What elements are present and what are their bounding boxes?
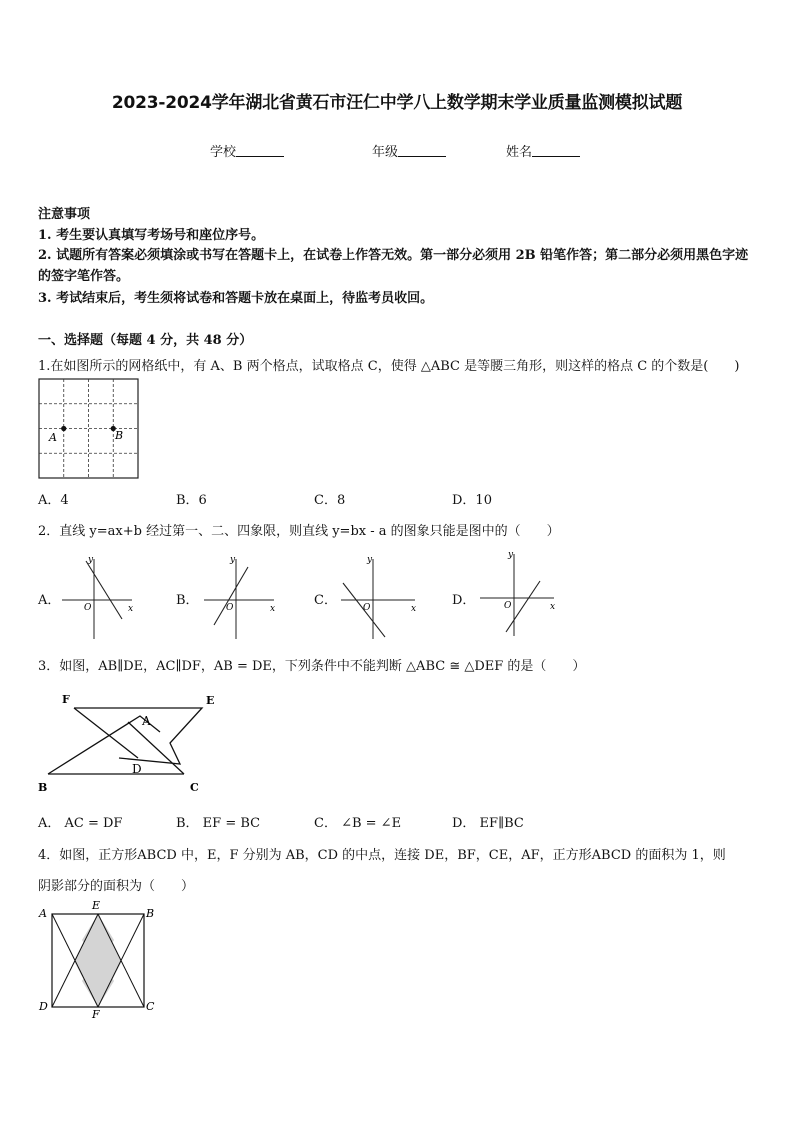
name-label: 姓名	[506, 145, 533, 160]
triangle-def	[74, 708, 202, 764]
grade-field[interactable]	[372, 141, 446, 160]
q1-option-a[interactable]: A．4	[38, 493, 69, 508]
svg-text:y: y	[508, 550, 514, 560]
q2-option-d-label[interactable]: D．	[452, 593, 476, 608]
grid-border	[39, 379, 138, 478]
notice-item-1: 1. 考生要认真填写考场号和座位序号。	[38, 228, 265, 243]
svg-text:O: O	[226, 603, 234, 613]
svg-text:O: O	[363, 603, 371, 613]
q1-option-d[interactable]: D．10	[452, 493, 492, 508]
q2-option-a-label[interactable]: A．	[38, 593, 61, 608]
svg-text:B: B	[38, 781, 48, 794]
svg-text:A: A	[142, 714, 151, 728]
q4-stem-line1: 4．如图，正方形ABCD 中，E，F 分别为 AB，CD 的中点，连接 DE，BF，CE，AF，正方形ABCD 的面积为 1，则	[38, 848, 726, 863]
svg-text:O: O	[504, 601, 512, 611]
svg-text:E: E	[206, 694, 215, 707]
svg-text:B: B	[146, 907, 155, 920]
svg-text:D: D	[39, 1000, 48, 1013]
label-a: A	[49, 431, 57, 444]
name-field[interactable]	[506, 141, 580, 160]
q2-graph-a	[60, 553, 140, 643]
q3-stem: 3．如图，AB∥DE，AC∥DF，AB = DE，下列条件中不能判断 △ABC ≅ △DEF 的是（ ）	[38, 659, 586, 674]
q3-option-b[interactable]: B． EF = BC	[176, 816, 261, 831]
svg-text:E: E	[92, 899, 101, 912]
grade-blank[interactable]	[398, 144, 446, 157]
svg-text:x: x	[550, 602, 556, 612]
q2-stem: 2．直线 y=ax+b 经过第一、二、四象限，则直线 y=bx - a 的图象只能是图中的（ ）	[38, 524, 560, 539]
notice-item-3: 3. 考试结束后，考生须将试卷和答题卡放在桌面上，待监考员收回。	[38, 291, 434, 306]
grid-lines	[39, 379, 138, 478]
svg-text:C: C	[146, 1000, 155, 1013]
q3-option-c[interactable]: C． ∠B = ∠E	[314, 816, 402, 831]
school-label: 学校	[210, 145, 237, 160]
svg-text:y: y	[230, 555, 236, 565]
svg-text:y: y	[367, 555, 373, 565]
q1-option-c[interactable]: C．8	[314, 493, 346, 508]
svg-text:y: y	[88, 555, 94, 565]
name-blank[interactable]	[532, 144, 580, 157]
label-b: B	[115, 429, 124, 442]
svg-text:x: x	[128, 604, 134, 614]
notice-heading: 注意事项	[38, 207, 91, 222]
shaded-area	[74, 914, 122, 1007]
svg-text:F: F	[62, 693, 70, 706]
grade-label: 年级	[372, 145, 399, 160]
point-a	[61, 426, 66, 431]
notice-item-2: 2. 试题所有答案必须填涂或书写在答题卡上，在试卷上作答无效。第一部分必须用 2B 铅笔作答；第二部分必须用黑色字迹的签字笔作答。	[38, 248, 749, 284]
line-fd	[74, 708, 138, 758]
q2-graph-c	[337, 553, 422, 643]
q4-square-figure	[34, 900, 164, 1022]
line-graph	[343, 583, 385, 637]
q1-stem: 1.在如图所示的网格纸中，有 A、B 两个格点，试取格点 C，使得 △ABC 是等腰三角形，则这样的格点 C 的个数是( )	[38, 359, 740, 374]
section-heading: 一、选择题（每题 4 分，共 48 分）	[38, 333, 253, 348]
q2-graph-b	[200, 553, 280, 643]
svg-text:x: x	[270, 604, 276, 614]
q3-option-a[interactable]: A． AC = DF	[38, 816, 123, 831]
q2-option-b-label[interactable]: B．	[176, 593, 199, 608]
school-blank[interactable]	[236, 144, 284, 157]
svg-text:O: O	[84, 603, 92, 613]
svg-text:C: C	[190, 781, 199, 794]
svg-text:A: A	[39, 907, 47, 920]
q1-grid-figure	[38, 378, 140, 480]
svg-text:F: F	[92, 1008, 100, 1021]
school-field[interactable]	[210, 141, 284, 160]
q3-option-d[interactable]: D． EF∥BC	[452, 816, 524, 831]
q1-option-b[interactable]: B．6	[176, 493, 207, 508]
svg-text:D: D	[132, 762, 142, 776]
q2-option-c-label[interactable]: C．	[314, 593, 337, 608]
line-graph	[86, 561, 122, 619]
q3-triangles-figure	[34, 688, 224, 798]
line-graph	[214, 567, 248, 625]
q4-stem-line2: 阴影部分的面积为（ ）	[38, 879, 195, 894]
q2-graph-d	[476, 548, 561, 638]
svg-text:x: x	[411, 604, 417, 614]
exam-title: 2023-2024学年湖北省黄石市汪仁中学八上数学期末学业质量监测模拟试题	[111, 93, 683, 113]
